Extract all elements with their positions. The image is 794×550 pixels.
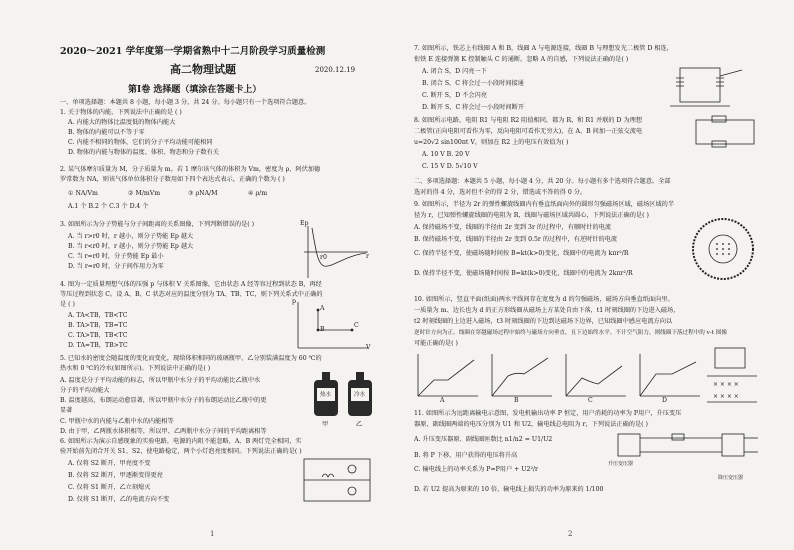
option: D. 当 r=r0 时，分子间作用力为零 xyxy=(68,263,164,270)
formula: ① NA/Vm xyxy=(68,190,98,197)
question-1: 1. 关于物体的内能，下列说法中正确的是 ( ) xyxy=(60,109,182,116)
option: A. TA<TB，TB<TC xyxy=(68,312,128,319)
text-line: 可能正确的是( ) xyxy=(414,340,458,347)
text-line: 一质量为 m、边长也为 d 的正方形线圈从磁场上方某处自由下落，t1 时刻线圈的下边进入磁场， xyxy=(414,307,680,314)
graph-label: B xyxy=(514,397,519,404)
graph-label: C xyxy=(588,397,593,404)
option: A. 升压变压器原、副线圈匝数比 n1/n2 = U1/U2 xyxy=(414,436,553,443)
option: B. 当 r<r0 时，r 越小，则分子势能 Ep 越大 xyxy=(68,243,194,250)
option: B. 将 P 下移，用户获得的电压将升高 xyxy=(414,452,518,459)
text-line: 是 ( ) xyxy=(60,301,75,308)
question-8: 8. 如图所示电路，电阻 R1 与电阻 R2 阻值相同，都为 R，和 R1 并联的 D 为理想 xyxy=(414,117,643,124)
option: A. 保持磁场不变，线圈的半径由 2r 变到 3r 的过程中，有顺时针的电流 xyxy=(414,224,612,231)
option: D. 若 U2 提高为原来的 10 倍，输电线上损失的功率为原来的 1/100 xyxy=(414,486,604,493)
svg-text:× × × ×: × × × × xyxy=(713,381,739,388)
text-line: 器原、副线圈两端的电压分别为 U1 和 U2，输电线总电阻为 r，下列说法正确的是( ) xyxy=(414,421,648,428)
fig4-label: V xyxy=(366,344,371,351)
fig3-label-r: r xyxy=(366,253,369,260)
text-line: u=20√2 sin100πt V，则加在 R2 上的电压有效值为( ) xyxy=(414,139,569,146)
spiral-coil-figure xyxy=(690,216,756,282)
option: C. 仅将 S1 断开，乙立刻熄灭 xyxy=(68,484,151,491)
text-line: 罗常数为 NA，则该气体单位体积分子数用如下四个表达式表示，正确的个数为 ( ) xyxy=(60,176,285,183)
question-4: 4. 图为一定质量理想气体的压强 p 与体积 V 关系图像，它由状态 A 经等容过程到状态 B，再经 xyxy=(60,281,322,288)
text-line: 验开始前先闭合开关 S1、S2，使电路稳定，两个小灯泡亮度相同。下列说法正确的是( ) xyxy=(60,448,302,455)
text-line: 逆时针方向为正。线圈在穿越磁场过程中始终与磁场方向垂直，且下边始终水平。不计空气阻力，则线圈下落过程中的 v-t 图像 xyxy=(414,330,727,336)
option: C. 当 r=r0 时，分子势能 Ep 最小 xyxy=(68,253,164,260)
option: A. 仅将 S2 断开，甲亮度不变 xyxy=(68,460,151,467)
option: C. TA>TB，TB<TC xyxy=(68,332,128,339)
option: D. 断开 S，C 将会过一小段时间断开 xyxy=(422,104,525,111)
question-2: 2. 某气体摩尔质量为 M，分子质量为 m。若 1 摩尔该气体的体积为 Vm，密度为 ρ，阿伏加德 xyxy=(60,166,321,173)
option: D. TA=TB，TB>TC xyxy=(68,342,128,349)
option: A. 10 V B. 20 V xyxy=(422,151,470,158)
option: C. 甲瓶中水的内能与乙瓶中水的内能相等 xyxy=(60,418,174,425)
fig3-label-r0: r0 xyxy=(320,254,327,261)
text-line: 径为 r，已知弹性螺旋线圈的电阻为 R，线圈与磁场区域共圆心，下列说法正确的是( ) xyxy=(414,212,649,219)
question-10: 10. 如图所示，竖直平面(纸面)两水平线间存在宽度为 d 的匀强磁场，磁场方向垂直纸面向里。 xyxy=(414,296,674,303)
option: C. 断开 S，D 不会闪亮 xyxy=(422,92,487,99)
text-line: 显著 xyxy=(60,407,73,414)
potential-energy-graph xyxy=(300,222,370,282)
option: A. 闭合 S，D 闪亮一下 xyxy=(422,68,487,75)
option: B. 闭合 S，C 将会过一小段时间接通 xyxy=(422,80,524,87)
formula: ② M/mVm xyxy=(128,190,161,197)
option: D. 由于甲、乙两瓶水体积相等，所以甲、乙两瓶中水分子间的平均距离相等 xyxy=(60,428,267,435)
option: C. 保持半径不变，使磁场随时间按 B=kt(k>0)变化，线圈中的电流为 kπr²/R xyxy=(414,250,629,257)
formula: ④ ρ/m xyxy=(248,190,268,197)
section-heading: 第Ⅰ卷 选择题（填涂在答题卡上） xyxy=(128,85,262,95)
section-2-heading: 二、多项选择题：本题共 5 小题，每小题 4 分，共 20 分。每小题有多个选项符合题意。全部 xyxy=(414,178,671,185)
graph-label: D xyxy=(662,397,667,404)
power-transmission-figure xyxy=(612,428,762,474)
question-5: 5. 已知水的密度会随温度的变化而变化，现给体积相同的玻璃瓶甲、乙分别装满温度为 60 ℃的 xyxy=(60,355,322,362)
text-line: t2 时刻线圈的上边进入磁场，t3 时刻线圈的下边到达磁场下边界，已知线圈中感应电流方向以 xyxy=(414,318,673,325)
option: D. 仅将 S1 断开，乙的电流方向不变 xyxy=(68,496,170,503)
bottle-caption: 甲 xyxy=(322,421,329,428)
option: B. 保持磁场不变，线圈的半径由 2r 变到 0.5r 的过程中，有逆时针的电流 xyxy=(414,236,618,243)
self-inductance-circuit xyxy=(300,455,375,505)
svg-text:× × × ×: × × × × xyxy=(713,393,739,400)
option: B. 仅将 S2 断开，甲逐渐变得更亮 xyxy=(68,472,163,479)
question-6: 6. 如图所示为演示自感现象的实验电路，电源的内阻不能忽略，A、B 两灯完全相同，实 xyxy=(60,438,302,445)
text-line: 分子的平均动能大 xyxy=(60,387,110,394)
option: C. 输电线上的功率关系为 P=P用户 + U2²/r xyxy=(414,466,538,473)
fig4-label: p xyxy=(292,298,296,305)
magnetic-field-region xyxy=(705,346,759,406)
text-line: 一、单项选择题：本题共 8 小题，每小题 3 分，共 24 分。每小题只有一个选项符合题意。 xyxy=(60,99,311,106)
text-line: 等压过程到状态 C。设 A、B、C 状态对应的温度分别为 TA、TB、TC，则下列关系式中正确的 xyxy=(60,291,323,298)
exam-subtitle: 高二物理试题 xyxy=(170,63,236,76)
bottle-label: 热水 xyxy=(320,392,332,398)
question-9: 9. 如图所示，半径为 2r 的弹性螺旋线圈内有垂直纸面向外的圆形匀强磁场区域，磁场区域的半 xyxy=(414,201,675,208)
transformer-label: 升压变压器 xyxy=(608,461,634,467)
question-7: 7. 如图所示，铁芯上有线圈 A 和 B，线圈 A 与电源连接，线圈 B 与理想发光二极管 D 相连， xyxy=(414,45,673,52)
text-line: 选对的得 4 分，选对但不全的得 2 分，错选或不答的得 0 分。 xyxy=(414,189,587,196)
option: B. 温度越高，布朗运动愈显著，所以甲瓶中水分子的布朗运动比乙瓶中的更 xyxy=(60,397,267,404)
option: D. 保持半径不变，使磁场随时间按 B=kt(k>0)变化，线圈中的电流为 2kπr²/R xyxy=(414,270,633,277)
transformer-label: 降压变压器 xyxy=(718,475,744,481)
vt-graphs xyxy=(414,352,704,402)
fig4-label: B xyxy=(320,326,325,333)
fig3-label-ep: Ep xyxy=(300,220,309,227)
option: B. 物体的内能可以不等于零 xyxy=(68,129,145,136)
option: A. 内能大的物体比温度低的物体内能大 xyxy=(68,119,176,126)
right-page xyxy=(400,0,794,550)
option: C. 内能不相同的物体，它们的分子平均动能可能相同 xyxy=(68,139,213,146)
text-line: 衔铁 E 连接弹簧 K 控制触头 C 的通断。忽略 A 的自感，下列说法正确的是( ) xyxy=(414,56,629,63)
page-number: 1 xyxy=(210,530,215,538)
question-11: 11. 如图所示为远距离输电示意图，发电机输出功率 P 恒定，用户消耗的功率为 P用户，升压变压 xyxy=(414,410,682,417)
fig4-label: A xyxy=(320,305,325,312)
formula: ③ ρNA/M xyxy=(188,190,218,197)
bottle-label: 冷水 xyxy=(354,392,366,398)
option: D. 物体的内能与物体的温度、体积、物态和分子数有关 xyxy=(68,149,219,156)
question-3: 3. 如图所示为分子势能与分子间距离的关系图像，下列判断错误的是( ) xyxy=(60,221,255,228)
option: C. 15 V D. 5√10 V xyxy=(422,163,478,170)
bottle-caption: 乙 xyxy=(356,421,363,428)
page-number: 2 xyxy=(568,530,573,538)
exam-title: 2020～2021 学年度第一学期省熟中十二月阶段学习质量检测 xyxy=(60,46,326,57)
fig4-label: C xyxy=(354,322,359,329)
graph-label: A xyxy=(440,397,445,404)
option: A.1 个 B.2 个 C.3 个 D.4 个 xyxy=(68,203,149,210)
text-line: 二极管(正向电阻可看作为零，反向电阻可看作无穷大)，在 A、B 间加一正弦交流电 xyxy=(414,128,643,135)
exam-date: 2020.12.19 xyxy=(315,66,356,74)
diode-circuit xyxy=(690,116,760,150)
option: A. 当 r>r0 时，r 越小，则分子势能 Ep 越大 xyxy=(68,233,194,240)
option: A. 温度是分子平均动能的标志，所以甲瓶中水分子的平均动能比乙瓶中水 xyxy=(60,377,261,384)
option: B. TA>TB，TB=TC xyxy=(68,322,128,329)
text-line: 热水和 0 ℃的冷水(如图所示)。下列说法中正确的是( ) xyxy=(60,365,211,372)
transformer-relay-figure xyxy=(670,62,750,110)
